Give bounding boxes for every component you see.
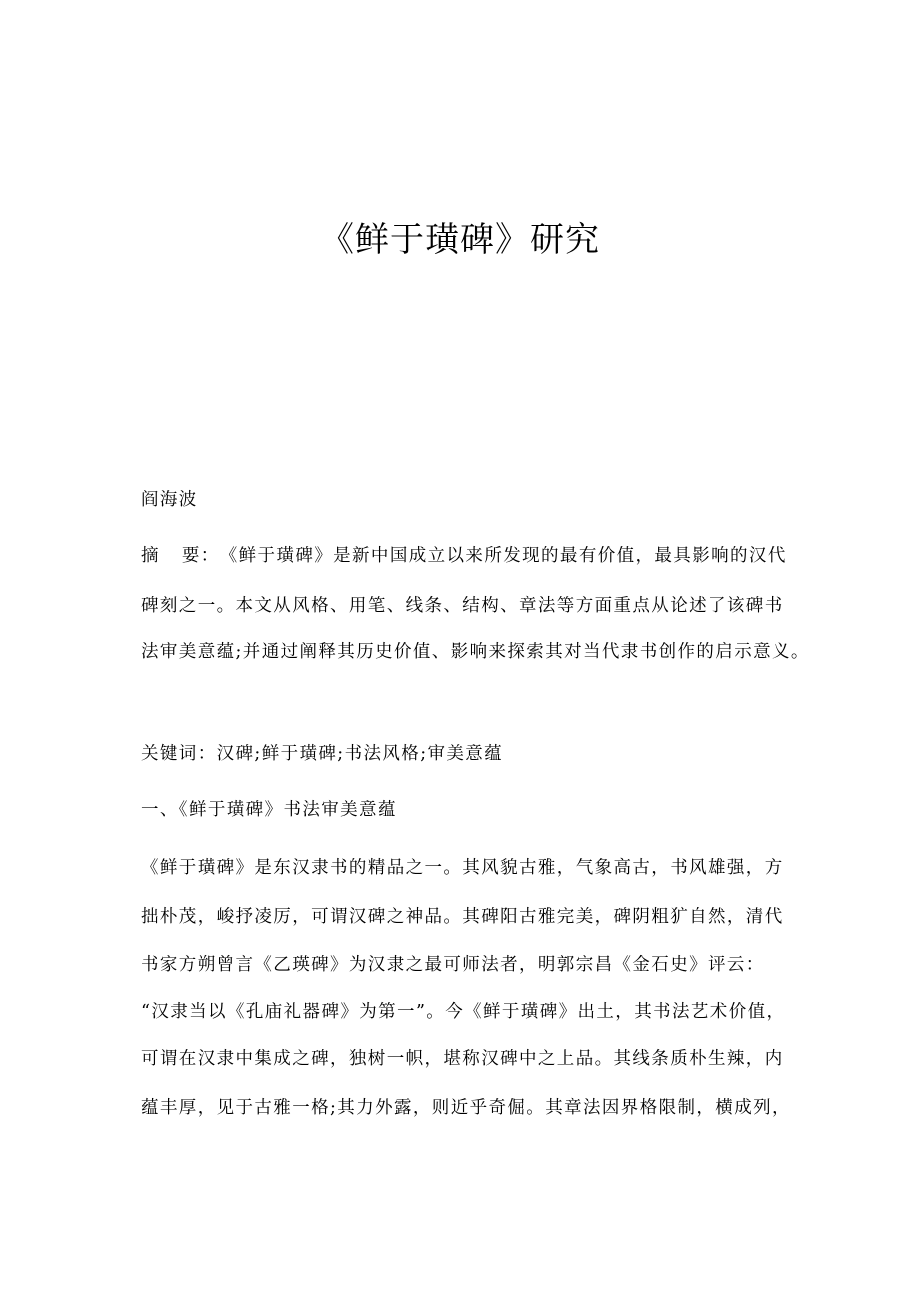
abstract-label-first: 摘: [141, 546, 160, 566]
abstract-label-second: 要：: [181, 546, 220, 566]
body-line: 蕴丰厚，见于古雅一格;其力外露，则近乎奇倔。其章法因界格限制，横成列，: [141, 1098, 791, 1118]
abstract-line-1: [141, 544, 787, 568]
author-name: 阎海波: [141, 490, 198, 510]
abstract-label: [141, 544, 220, 568]
section-heading: 一、《鲜于璜碑》书法审美意蕴: [141, 800, 397, 820]
page-title: 《鲜于璜碑》研究: [320, 220, 600, 260]
body-line: 书家方朔曾言《乙瑛碑》为汉隶之最可师法者，明郭宗昌《金石史》评云：: [141, 955, 765, 975]
body-line: 拙朴茂，峻抒凌厉，可谓汉碑之神品。其碑阳古雅完美，碑阴粗犷自然，清代: [141, 907, 784, 927]
body-line: 可谓在汉隶中集成之碑，独树一帜，堪称汉碑中之上品。其线条质朴生辣，内: [141, 1049, 784, 1069]
body-line: 《鲜于璜碑》是东汉隶书的精品之一。其风貌古雅，气象高古，书风雄强，方: [141, 858, 784, 878]
body-line: “汉隶当以《孔庙礼器碑》为第一”。今《鲜于璜碑》出土，其书法艺术价值，: [141, 1002, 786, 1022]
keywords: 关键词：汉碑;鲜于璜碑;书法风格;审美意蕴: [141, 744, 504, 764]
abstract-line-3: 法审美意蕴;并通过阐释其历史价值、影响来探索其对当代隶书创作的启示意义。: [141, 642, 810, 662]
abstract-text-1: 《鲜于璜碑》是新中国成立以来所发现的最有价值，最具影响的汉代: [219, 546, 787, 566]
abstract-line-2: 碑刻之一。本文从风格、用笔、线条、结构、章法等方面重点从论述了该碑书: [141, 596, 784, 616]
